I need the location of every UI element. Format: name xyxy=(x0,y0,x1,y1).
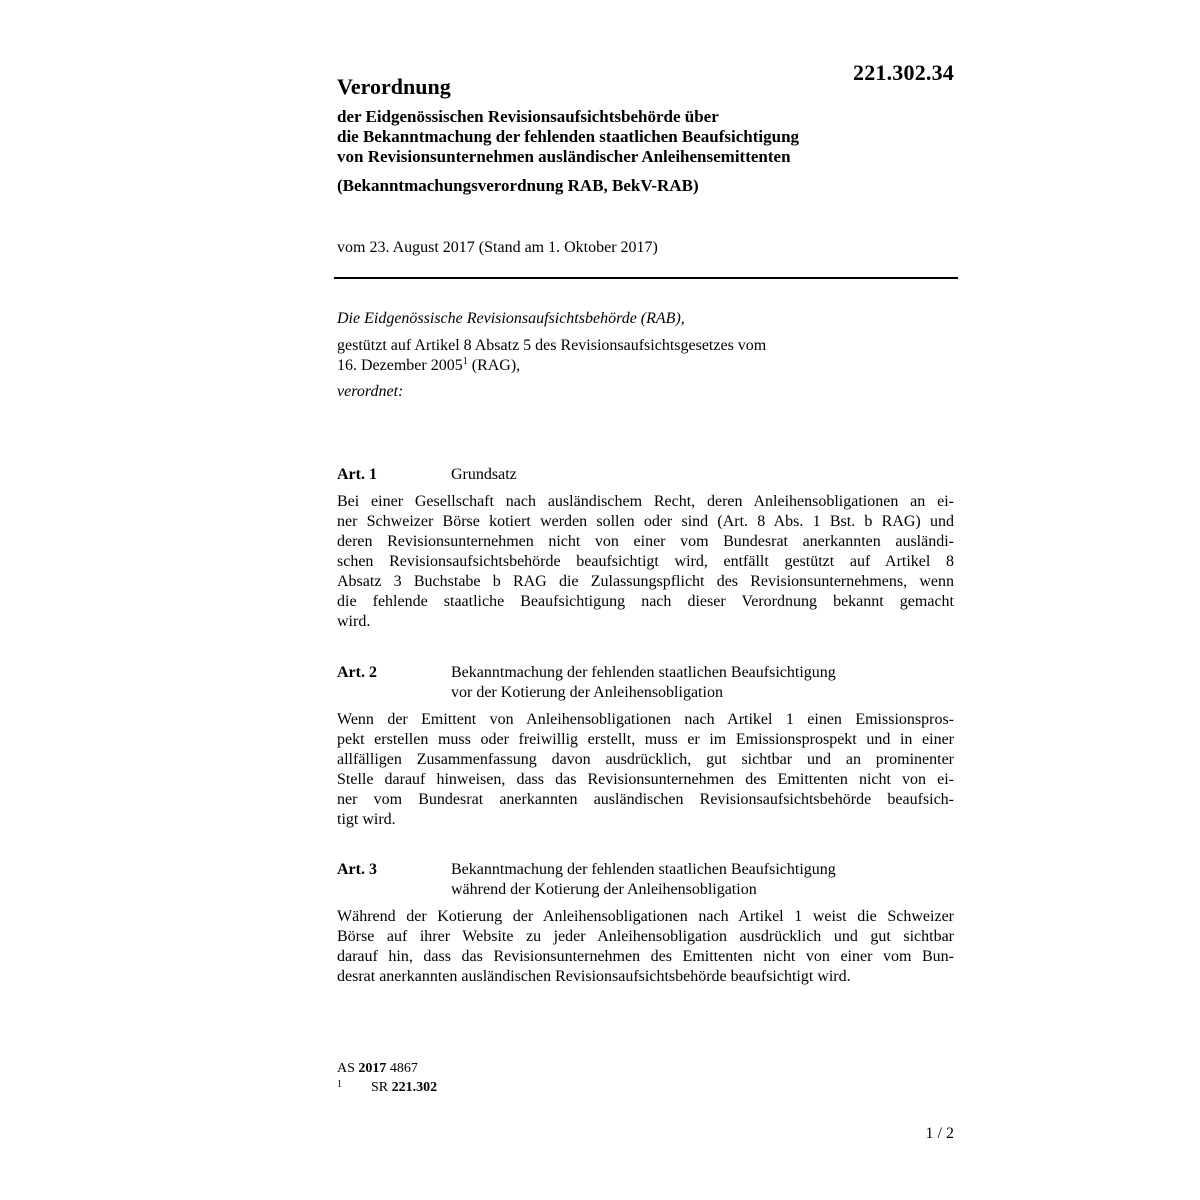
body-line: deren Revisionsunternehmen nicht von einer vom Bundesrat anerkannten ausländi- xyxy=(337,533,954,550)
fn-prefix: SR xyxy=(371,1080,392,1095)
body-line: Bei einer Gesellschaft nach ausländischem Recht, deren Anleihensobligationen an ei- xyxy=(337,493,954,510)
article-body xyxy=(337,492,954,632)
article-heading xyxy=(451,465,517,485)
basis-line xyxy=(337,356,957,376)
basis-line: gestützt auf Artikel 8 Absatz 5 des Revisionsaufsichtsgesetzes vom xyxy=(337,337,767,354)
body-line: pekt erstellen muss oder freiwillig erstellt, muss er im Emissionsprospekt und in einer xyxy=(337,731,954,748)
body-line: wird. xyxy=(337,613,371,630)
heading-line: während der Kotierung der Anleihensobligation xyxy=(451,881,757,898)
heading-line: vor der Kotierung der Anleihensobligation xyxy=(451,684,723,701)
title-block xyxy=(337,73,957,196)
document-subtitle xyxy=(337,107,957,167)
basis-date: 16. Dezember 2005 xyxy=(337,357,463,374)
body-line: Börse auf ihrer Website zu jeder Anleihensobligation ausdrücklich und gut sichtbar xyxy=(337,928,954,945)
body-line: allfälligen Zusammenfassung davon ausdrücklich, gut sichtbar und an prominenter xyxy=(337,751,954,768)
date-line: vom 23. August 2017 (Stand am 1. Oktober 2017) xyxy=(337,239,658,256)
article-heading xyxy=(451,860,836,900)
article-head xyxy=(337,860,954,900)
body-line: ner Schweizer Börse kotiert werden sollen oder sind (Art. 8 Abs. 1 Bst. b RAG) und xyxy=(337,513,954,530)
as-year: 2017 xyxy=(358,1061,387,1076)
preamble-authority: Die Eidgenössische Revisionsaufsichtsbehörde (RAB), xyxy=(337,310,685,327)
fn-sr-ref[interactable]: 221.302 xyxy=(391,1080,438,1095)
preamble-decrees: verordnet: xyxy=(337,383,404,400)
body-line: schen Revisionsaufsichtsbehörde beaufsichtigt wird, entfällt gestützt auf Artikel 8 xyxy=(337,553,954,570)
article-number: Art. 2 xyxy=(337,664,377,681)
heading-line: Grundsatz xyxy=(451,466,517,483)
body-line: ner vom Bundesrat anerkannten ausländischen Revisionsaufsichtsbehörde beaufsich- xyxy=(337,791,954,808)
footnote-reference[interactable]: 1 xyxy=(462,356,468,367)
body-line: desrat anerkannten ausländischen Revisionsaufsichtsbehörde beaufsichtigt wird. xyxy=(337,968,851,985)
short-title: (Bekanntmachungsverordnung RAB, BekV-RAB) xyxy=(337,176,699,195)
article-head xyxy=(337,663,954,703)
footnote-text xyxy=(371,1078,437,1097)
as-prefix: AS xyxy=(337,1061,359,1076)
page-number: 1 / 2 xyxy=(925,1125,954,1142)
subtitle-line: von Revisionsunternehmen ausländischer Anleihensemittenten xyxy=(337,147,791,166)
body-line: darauf hin, dass das Revisionsunternehmen des Emittenten nicht von einer vom Bun- xyxy=(337,948,954,965)
article-number: Art. 3 xyxy=(337,861,377,878)
official-compilation-ref xyxy=(337,1059,437,1078)
preamble-basis xyxy=(337,336,957,376)
subtitle-line: die Bekanntmachung der fehlenden staatlichen Beaufsichtigung xyxy=(337,127,800,146)
body-line: die fehlende staatliche Beaufsichtigung nach dieser Verordnung bekannt gemacht xyxy=(337,593,954,610)
article-head xyxy=(337,465,954,485)
body-line: Während der Kotierung der Anleihensobligationen nach Artikel 1 weist die Schweizer xyxy=(337,908,954,925)
heading-line: Bekanntmachung der fehlenden staatlichen Beaufsichtigung xyxy=(451,861,836,878)
footnote-1 xyxy=(337,1078,437,1097)
footnotes xyxy=(337,1059,437,1097)
footnote-mark: 1 xyxy=(337,1079,342,1090)
article-body xyxy=(337,710,954,830)
preamble xyxy=(337,309,957,402)
body-line: Absatz 3 Buchstabe b RAG die Zulassungspflicht des Revisionsunternehmens, wenn xyxy=(337,573,954,590)
sr-number: 221.302.34 xyxy=(853,60,954,85)
subtitle-line: der Eidgenössischen Revisionsaufsichtsbehörde über xyxy=(337,107,719,126)
article-2 xyxy=(337,663,954,830)
document-kind: Verordnung xyxy=(337,74,451,99)
heading-line: Bekanntmachung der fehlenden staatlichen Beaufsichtigung xyxy=(451,664,836,681)
article-body xyxy=(337,907,954,987)
article-3 xyxy=(337,860,954,987)
article-number: Art. 1 xyxy=(337,466,377,483)
basis-abbrev: (RAG), xyxy=(467,357,521,374)
body-line: Stelle darauf hinweisen, dass das Revisionsunternehmen des Emittenten nicht von ei- xyxy=(337,771,954,788)
article-heading xyxy=(451,663,836,703)
body-line: tigt wird. xyxy=(337,811,396,828)
article-1 xyxy=(337,465,954,632)
header-divider xyxy=(334,277,958,279)
body-line: Wenn der Emittent von Anleihensobligationen nach Artikel 1 einen Emissionspros- xyxy=(337,711,954,728)
as-page: 4867 xyxy=(386,1061,418,1076)
